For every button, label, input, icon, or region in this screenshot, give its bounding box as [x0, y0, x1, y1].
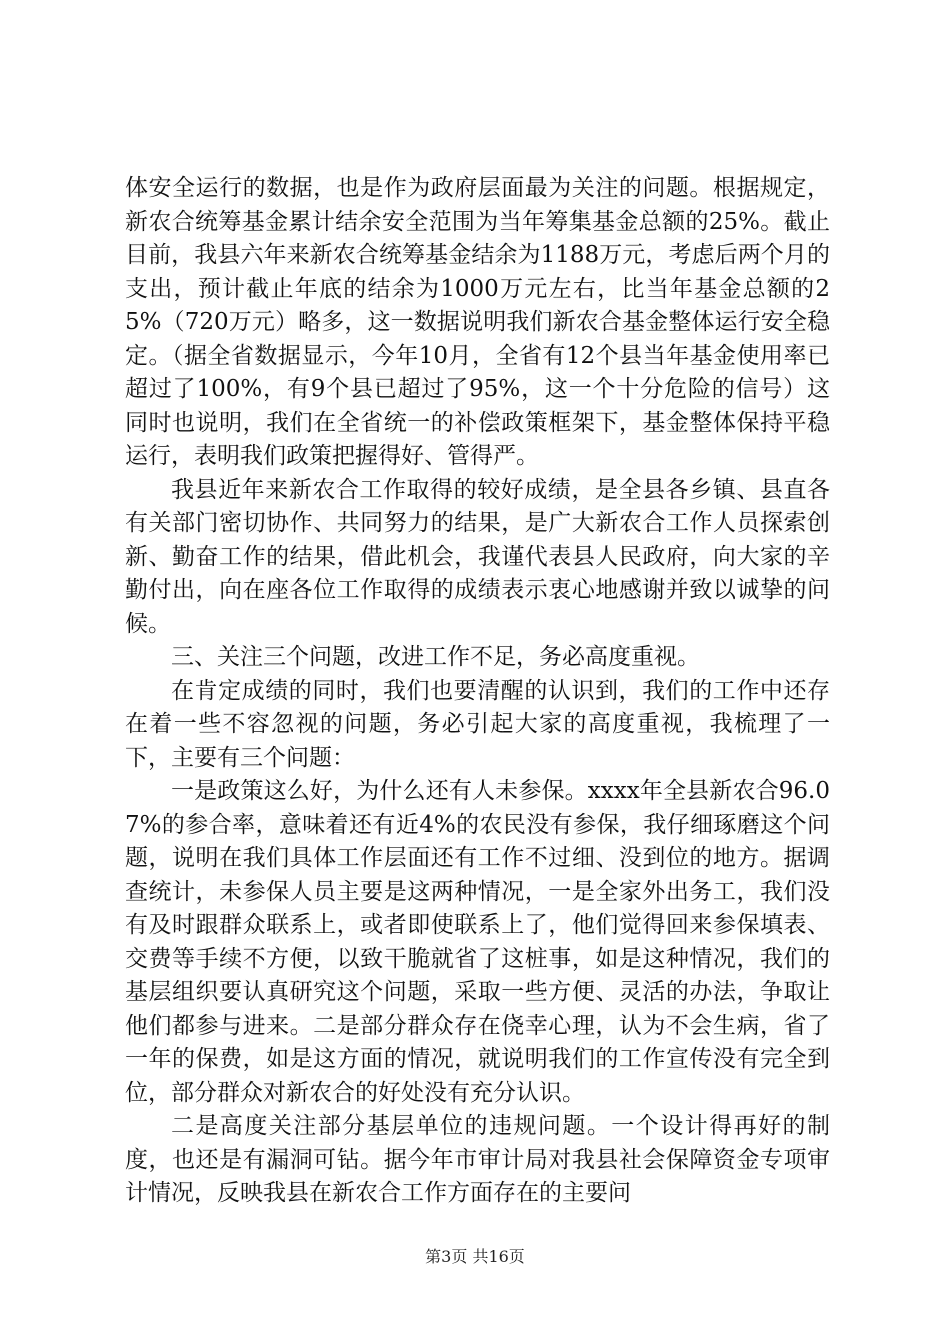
- paragraph-fund-safety: 体安全运行的数据，也是作为政府层面最为关注的问题。根据规定，新农合统筹基金累计结余安全范围为当年筹集基金总额的25%。截止目前，我县六年来新农合统筹基金结余为1188万元，考虑后两个月的支出，预计截止年底的结余为1000万元左右，比当年基金总额的25%（720万元）略多，这一数据说明我们新农合基金整体运行安全稳定。（据全省数据显示，今年10月，全省有12个县当年基金使用率已超过了100%，有9个县已超过了95%，这一个十分危险的信号）这同时也说明，我们在全省统一的补偿政策框架下，基金整体保持平稳运行，表明我们政策把握得好、管得严。: [125, 175, 830, 469]
- section-heading-three-issues: 三、关注三个问题，改进工作不足，务必高度重视。: [171, 644, 700, 670]
- page-footer: 第3页 共16页: [425, 1247, 525, 1266]
- paragraph-acknowledgement: 我县近年来新农合工作取得的较好成绩，是全县各乡镇、县直各有关部门密切协作、共同努力的结果，是广大新农合工作人员探索创新、勤奋工作的结果，借此机会，我谨代表县人民政府，向大家的辛勤付出，向在座各位工作取得的成绩表示衷心地感谢并致以诚挚的问候。: [125, 476, 830, 637]
- paragraph-issue-one: 一是政策这么好，为什么还有人未参保。xxxx年全县新农合96.07%的参合率，意味着还有近4%的农民没有参保，我仔细琢磨这个问题，说明在我们具体工作层面还有工作不过细、没到位的地方。据调查统计，未参保人员主要是这两种情况，一是全家外出务工，我们没有及时跟群众联系上，或者即使联系上了，他们觉得回来参保填表、交费等手续不方便，以致干脆就省了这桩事，如是这种情况，我们的基层组织要认真研究这个问题，采取一些方便、灵活的办法，争取让他们都参与进来。二是部分群众存在侥幸心理，认为不会生病，省了一年的保费，如是这方面的情况，就说明我们的工作宣传没有完全到位，部分群众对新农合的好处没有充分认识。: [125, 778, 830, 1106]
- paragraph-issues-intro: 在肯定成绩的同时，我们也要清醒的认识到，我们的工作中还存在着一些不容忽视的问题，务必引起大家的高度重视，我梳理了一下，主要有三个问题：: [125, 677, 830, 771]
- paragraph-issue-two: 二是高度关注部分基层单位的违规问题。一个设计得再好的制度，也还是有漏洞可钻。据今年市审计局对我县社会保障资金专项审计情况，反映我县在新农合工作方面存在的主要问: [125, 1113, 830, 1206]
- document-body: [125, 172, 830, 1211]
